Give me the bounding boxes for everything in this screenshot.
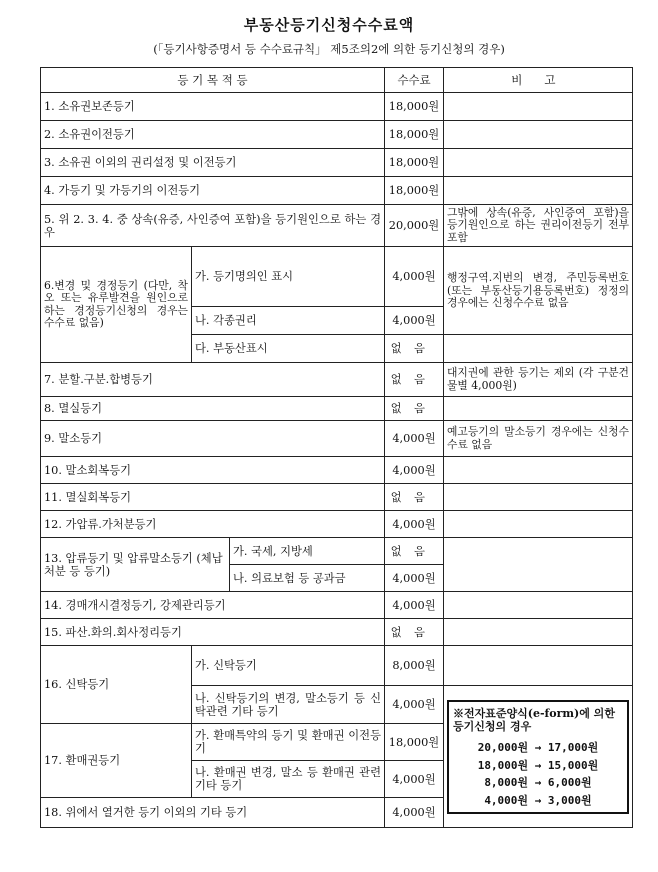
- page-title: 부동산등기신청수수료액: [243, 16, 415, 34]
- header-remark: 비 고: [444, 68, 633, 93]
- row-note: [444, 335, 633, 363]
- row-label: 14. 경매개시결정등기, 강제관리등기: [41, 592, 385, 619]
- row-fee: 4,000원: [385, 511, 444, 538]
- row-note: [444, 592, 633, 619]
- subrow-label: 나. 신탁등기의 변경, 말소등기 등 신탁관련 기타 등기: [192, 686, 385, 724]
- row-label: 9. 말소등기: [41, 421, 385, 457]
- row-note: [444, 484, 633, 511]
- row-label: 13. 압류등기 및 압류말소등기 (체납처분 등 등기): [41, 538, 230, 592]
- row-fee: 18,000원: [385, 93, 444, 121]
- table-row: [41, 457, 633, 484]
- row-note: 행정구역.지번의 변경, 주민등록번호(또는 부동산등기용등록번호) 정정의 경우에는 신청수수료 없음: [444, 247, 633, 335]
- row-label: 18. 위에서 열거한 등기 이외의 기타 등기: [41, 798, 385, 828]
- row-fee: 4,000원: [385, 592, 444, 619]
- table-row: [41, 397, 633, 421]
- row-label: 11. 멸실회복등기: [41, 484, 385, 511]
- subrow-label: 다. 부동산표시: [192, 335, 385, 363]
- subrow-label: 가. 신탁등기: [192, 646, 385, 686]
- row-note: 대지권에 관한 등기는 제외 (각 구분건물별 4,000원): [444, 363, 633, 397]
- row-fee: 4,000원: [385, 565, 444, 592]
- row-fee: 18,000원: [385, 121, 444, 149]
- table-row: [41, 247, 633, 307]
- row-label: 7. 분할.구분.합병등기: [41, 363, 385, 397]
- row-fee: 4,000원: [385, 761, 444, 798]
- table-row: [41, 646, 633, 686]
- table-row: [41, 619, 633, 646]
- header-row: [41, 68, 633, 93]
- row-label: 8. 멸실등기: [41, 397, 385, 421]
- table-row: [41, 363, 633, 397]
- header-purpose: 등 기 목 적 등: [41, 68, 385, 93]
- row-fee: 없음: [385, 484, 444, 511]
- row-fee: 4,000원: [385, 421, 444, 457]
- row-fee: 18,000원: [385, 149, 444, 177]
- subrow-label: 가. 등기명의인 표시: [192, 247, 385, 307]
- row-note: [444, 121, 633, 149]
- row-note: [444, 93, 633, 121]
- table-row: [41, 538, 633, 565]
- row-fee: 18,000원: [385, 724, 444, 761]
- eform-cell: [444, 686, 633, 828]
- eform-rate: 8,000원 → 6,000원: [484, 776, 592, 790]
- row-fee: 없음: [385, 397, 444, 421]
- row-label: 5. 위 2. 3. 4. 중 상속(유증, 사인증여 포함)을 등기원인으로 하는 경우: [41, 205, 385, 247]
- fee-table: [40, 67, 633, 828]
- row-fee: 20,000원: [385, 205, 444, 247]
- eform-title: ※전자표준양식(e-form)에 의한 등기신청의 경우: [453, 706, 615, 734]
- row-note: [444, 646, 633, 686]
- subrow-label: 가. 국세, 지방세: [230, 538, 385, 565]
- row-label: 3. 소유권 이외의 권리설정 및 이전등기: [41, 149, 385, 177]
- row-note: [444, 457, 633, 484]
- row-fee: 없음: [385, 363, 444, 397]
- table-row: [41, 592, 633, 619]
- row-fee: 4,000원: [385, 457, 444, 484]
- row-note: 예고등기의 말소등기 경우에는 신청수수료 없음: [444, 421, 633, 457]
- row-label: 6.변경 및 경정등기 (다만, 착오 또는 유루발견을 원인으로 하는 경정등기신청의 경우는 수수료 없음): [41, 247, 192, 363]
- table-row: [41, 121, 633, 149]
- subrow-label: 가. 환매특약의 등기 및 환매권 이전등기: [192, 724, 385, 761]
- row-note: 그밖에 상속(유증, 사인증여 포함)을 등기원인으로 하는 권리이전등기 전부 포함: [444, 205, 633, 247]
- row-fee: 4,000원: [385, 798, 444, 828]
- table-row: [41, 421, 633, 457]
- row-label: 16. 신탁등기: [41, 646, 192, 724]
- row-note: [444, 538, 633, 592]
- table-row: [41, 93, 633, 121]
- row-label: 17. 환매권등기: [41, 724, 192, 798]
- row-note: [444, 149, 633, 177]
- row-label: 12. 가압류.가처분등기: [41, 511, 385, 538]
- table-row: [41, 484, 633, 511]
- row-fee: 없음: [385, 619, 444, 646]
- row-label: 10. 말소회복등기: [41, 457, 385, 484]
- row-fee: 4,000원: [385, 307, 444, 335]
- row-label: 1. 소유권보존등기: [41, 93, 385, 121]
- eform-rate: 4,000원 → 3,000원: [484, 794, 592, 808]
- row-note: [444, 397, 633, 421]
- table-row: [41, 511, 633, 538]
- subrow-label: 나. 각종권리: [192, 307, 385, 335]
- row-fee: 4,000원: [385, 686, 444, 724]
- row-label: 2. 소유권이전등기: [41, 121, 385, 149]
- row-fee: 4,000원: [385, 247, 444, 307]
- row-fee: 없음: [385, 335, 444, 363]
- row-note: [444, 177, 633, 205]
- row-note: [444, 511, 633, 538]
- row-note: [444, 619, 633, 646]
- eform-rate: 20,000원 → 17,000원: [477, 741, 599, 755]
- row-label: 15. 파산.화의.회사정리등기: [41, 619, 385, 646]
- header-fee: 수수료: [385, 68, 444, 93]
- row-fee: 8,000원: [385, 646, 444, 686]
- table-row: [41, 177, 633, 205]
- row-fee: 18,000원: [385, 177, 444, 205]
- row-fee: 없음: [385, 538, 444, 565]
- subrow-label: 나. 의료보험 등 공과금: [230, 565, 385, 592]
- table-row: [41, 149, 633, 177]
- table-row: [41, 205, 633, 247]
- page-subtitle: (「등기사항증명서 등 수수료규칙」 제5조의2에 의한 등기신청의 경우): [153, 42, 505, 56]
- eform-rate: 18,000원 → 15,000원: [477, 758, 599, 772]
- subrow-label: 나. 환매권 변경, 말소 등 환매권 관련 기타 등기: [192, 761, 385, 798]
- eform-box: [447, 700, 629, 814]
- row-label: 4. 가등기 및 가등기의 이전등기: [41, 177, 385, 205]
